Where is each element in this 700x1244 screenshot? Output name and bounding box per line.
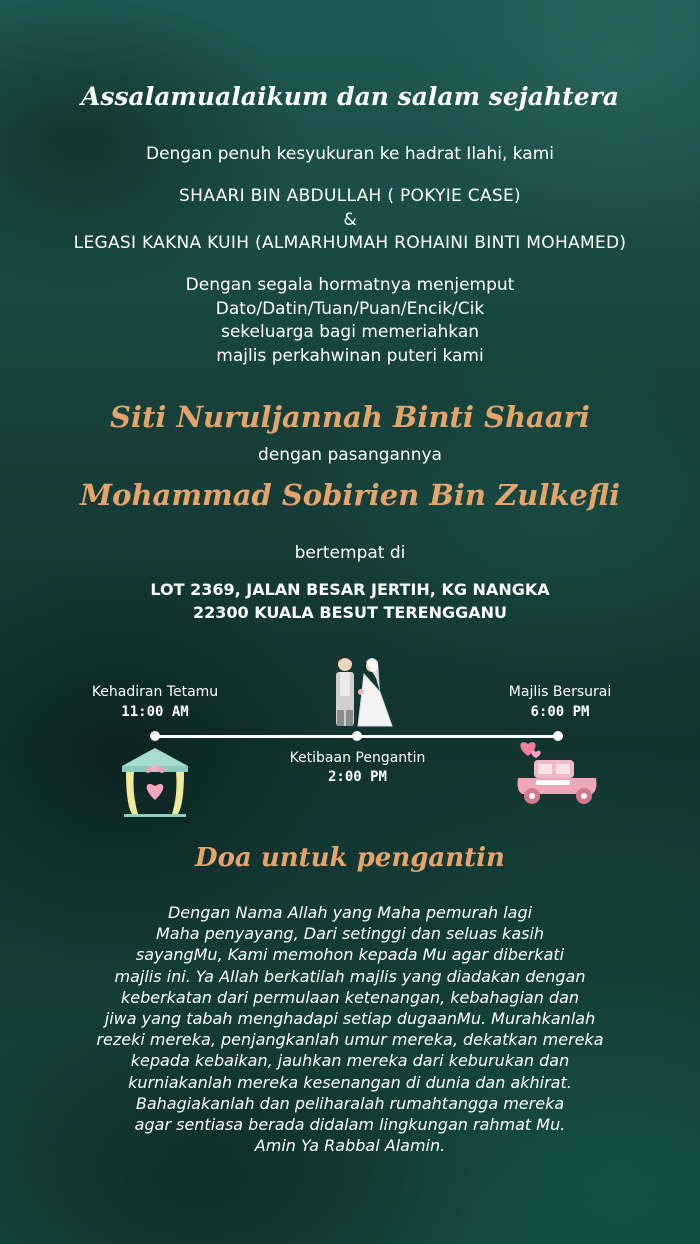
- parent-name-1: SHAARI BIN ABDULLAH ( POKYIE CASE): [179, 186, 521, 206]
- bride-groom-icon: [328, 652, 394, 728]
- timeline-dot: [352, 731, 362, 741]
- parent-name-2: LEGASI KAKNA KUIH (ALMARHUMAH ROHAINI BINTI MOHAMED): [73, 233, 627, 253]
- prayer-line: Dengan Nama Allah yang Maha pemurah lagi: [167, 903, 533, 922]
- prayer-line: agar sentiasa berada didalam lingkungan rahmat Mu.: [134, 1115, 566, 1135]
- prayer-line: jiwa yang tabah menghadapi setiap dugaanMu. Murahkanlah: [104, 1009, 596, 1029]
- arrival-time: 11:00 AM: [121, 704, 189, 720]
- prayer-line: keberkatan dari permulaan ketenangan, kebahagian dan: [120, 987, 580, 1007]
- invitation-line: Dengan segala hormatnya menjemput: [185, 275, 515, 295]
- prayer-line: kepada kebaikan, jauhkan mereka dari keburukan dan: [130, 1051, 570, 1071]
- prayer-line: Maha penyayang, Dari setinggi dan seluas kasih: [155, 924, 545, 944]
- bride-name: Siti Nuruljannah Binti Shaari: [110, 400, 590, 434]
- address-line: 22300 KUALA BESUT TERENGGANU: [192, 603, 508, 622]
- couple-arrival-label: Ketibaan Pengantin: [289, 750, 426, 766]
- prayer-text: [0, 902, 700, 1156]
- prayer-line: sayangMu, Kami memohon kepada Mu agar diberkati: [135, 945, 565, 965]
- groom-name: Mohammad Sobirien Bin Zulkefli: [80, 478, 620, 512]
- invitation-line: majlis perkahwinan puteri kami: [216, 345, 484, 366]
- venue-label: bertempat di: [294, 543, 406, 563]
- intro-text: Dengan penuh kesyukuran ke hadrat Ilahi, kami: [145, 144, 555, 164]
- with-partner-text: dengan pasangannya: [258, 445, 442, 465]
- address-line: LOT 2369, JALAN BESAR JERTIH, KG NANGKA: [150, 580, 550, 599]
- ampersand: &: [343, 210, 357, 230]
- wedding-arch-icon: [118, 744, 192, 818]
- invitation-text: [0, 274, 700, 368]
- couple-arrival-time: 2:00 PM: [327, 769, 387, 785]
- arrival-label: Kehadiran Tetamu: [91, 684, 219, 700]
- doa-title: Doa untuk pengantin: [195, 843, 505, 873]
- invitation-line: Dato/Datin/Tuan/Puan/Encik/Cik: [215, 298, 485, 319]
- prayer-line: Amin Ya Rabbal Alamin.: [254, 1136, 446, 1156]
- end-label: Majlis Bersurai: [508, 684, 612, 700]
- prayer-line: Bahagiakanlah dan peliharalah rumahtangga mereka: [135, 1093, 565, 1113]
- invitation-line: sekeluarga bagi memeriahkan: [220, 322, 480, 342]
- prayer-line: rezeki mereka, penjangkanlah umur mereka, dekatkan mereka: [96, 1030, 604, 1050]
- greeting-heading: Assalamualaikum dan salam sejahtera: [80, 82, 620, 111]
- venue-address: [0, 578, 700, 624]
- end-time: 6:00 PM: [530, 704, 590, 720]
- prayer-line: majlis ini. Ya Allah berkatilah majlis yang diadakan dengan: [114, 966, 586, 986]
- timeline-dot: [150, 731, 160, 741]
- wedding-car-icon: [514, 740, 600, 810]
- prayer-line: kurniakanlah mereka kesenangan di dunia dan akhirat.: [128, 1072, 572, 1092]
